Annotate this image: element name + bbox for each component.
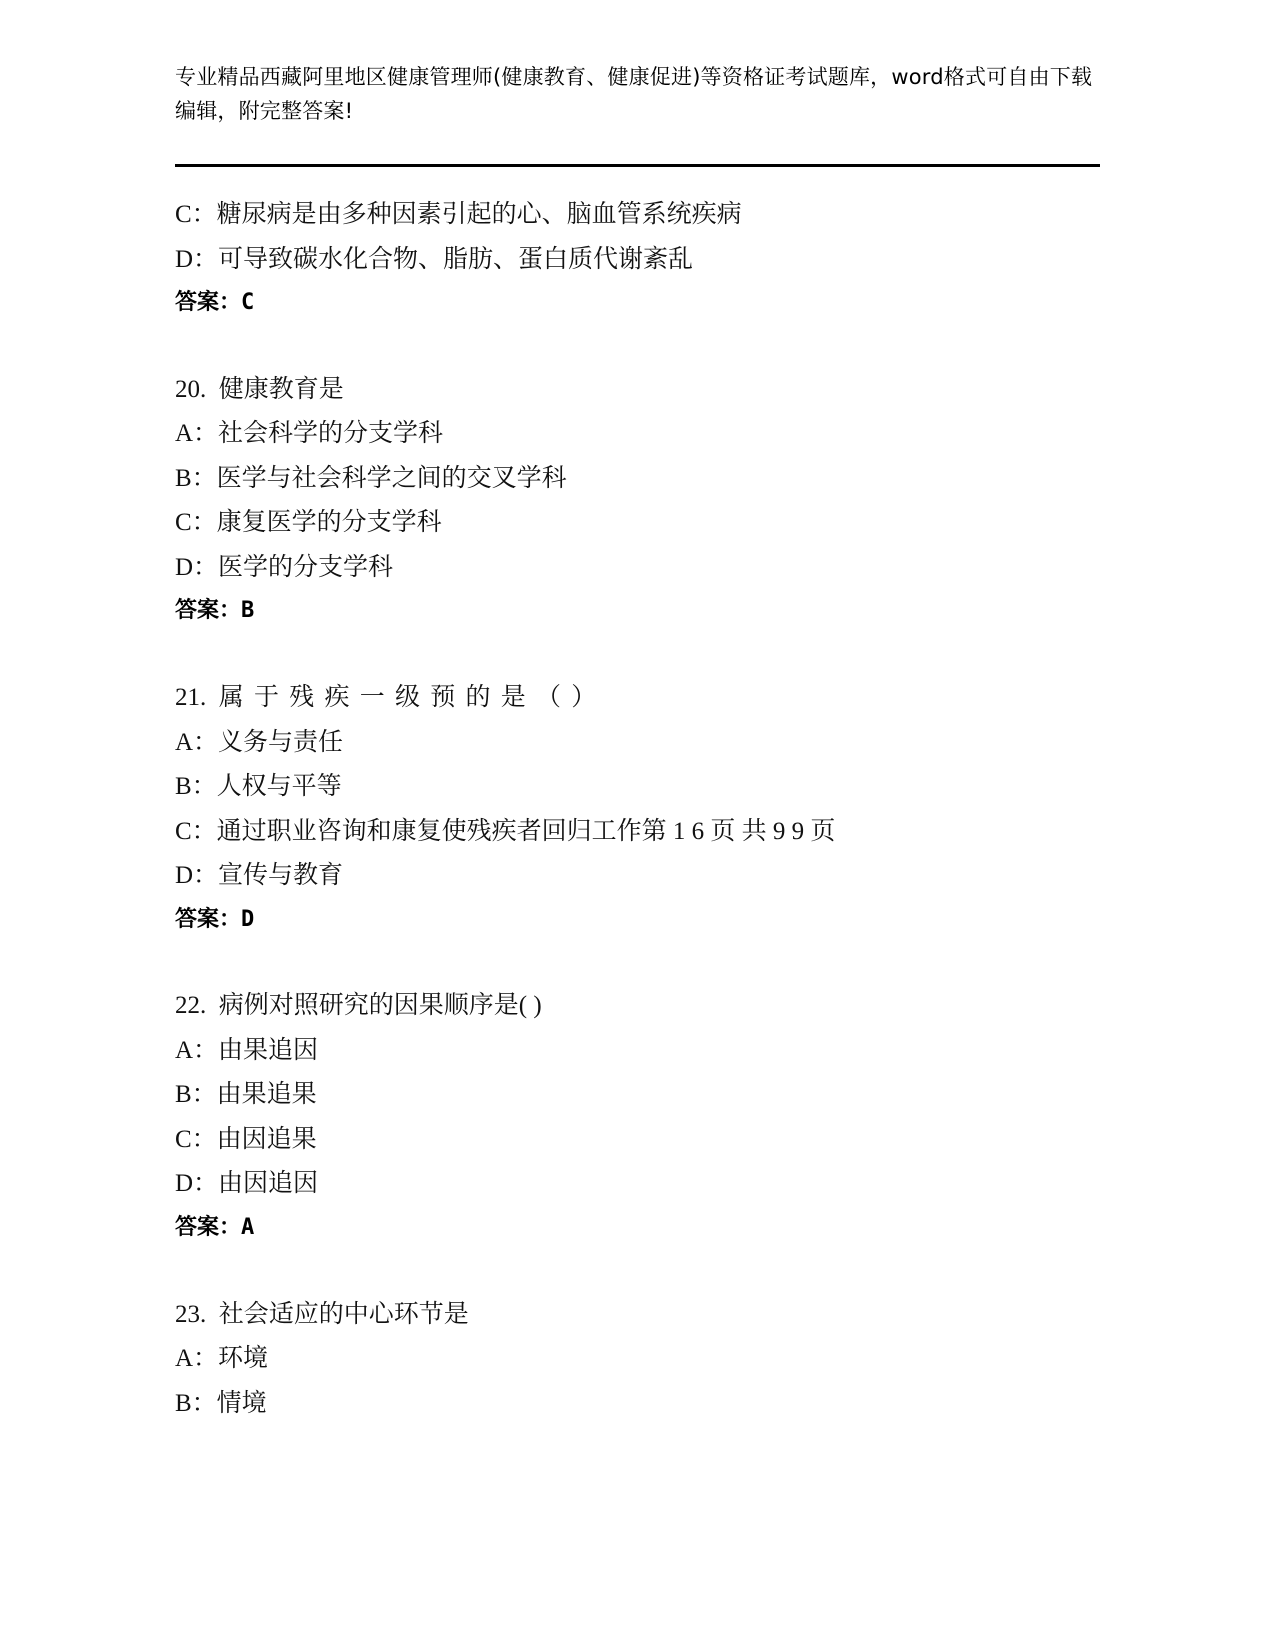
question-number: 22. — [175, 992, 207, 1020]
question-number: 21. — [175, 684, 207, 712]
answer-line — [175, 899, 1165, 941]
option-line: B：医学与社会科学之间的交叉学科 — [175, 464, 567, 492]
answer-value: A — [241, 1214, 255, 1240]
question-stem — [175, 1293, 1165, 1338]
option-line: A：社会科学的分支学科 — [175, 420, 444, 448]
answer-line — [175, 282, 1165, 324]
option-line: B：由果追果 — [175, 1081, 317, 1109]
document-body — [175, 193, 1165, 1426]
answer-line — [175, 590, 1165, 632]
answer-label: 答案： — [175, 1214, 242, 1240]
answer-line — [175, 1207, 1165, 1249]
question-text: 属 于 残 疾 一 级 预 的 是 （ ） — [218, 684, 599, 712]
option-line: D：可导致碳水化合物、脂肪、蛋白质代谢紊乱 — [175, 245, 694, 273]
option-line: C：糖尿病是由多种因素引起的心、脑血管系统疾病 — [175, 201, 742, 229]
question-text: 病例对照研究的因果顺序是( ) — [218, 992, 542, 1020]
answer-label: 答案： — [175, 290, 242, 316]
question-block-21 — [175, 676, 1165, 940]
answer-value: D — [241, 906, 255, 932]
header-divider — [175, 164, 1100, 167]
option-line: A：由果追因 — [175, 1036, 319, 1064]
option-line: D：由因追因 — [175, 1170, 319, 1198]
option-line: D：医学的分支学科 — [175, 553, 394, 581]
option-line: C：康复医学的分支学科 — [175, 509, 442, 537]
option-line: C：由因追果 — [175, 1125, 317, 1153]
option-line: C：通过职业咨询和康复使残疾者回归工作第 1 6 页 共 9 9 页 — [175, 817, 836, 845]
option-line: D：宣传与教育 — [175, 862, 344, 890]
answer-label: 答案： — [175, 906, 242, 932]
question-number: 23. — [175, 1300, 207, 1328]
question-stem — [175, 984, 1165, 1029]
question-stem — [175, 676, 1165, 721]
question-text: 社会适应的中心环节是 — [218, 1300, 469, 1328]
answer-value: C — [241, 290, 255, 316]
option-line: B：人权与平等 — [175, 773, 342, 801]
question-block-22 — [175, 984, 1165, 1248]
question-stem — [175, 368, 1165, 413]
carryover-question-block — [175, 193, 1165, 324]
answer-value: B — [241, 598, 255, 624]
option-line: A：义务与责任 — [175, 728, 344, 756]
question-block-20 — [175, 368, 1165, 632]
option-line: B：情境 — [175, 1389, 267, 1417]
answer-label: 答案： — [175, 598, 242, 624]
option-line: A：环境 — [175, 1345, 269, 1373]
question-block-23 — [175, 1293, 1165, 1427]
question-number: 20. — [175, 375, 207, 403]
question-text: 健康教育是 — [218, 375, 344, 403]
page-header-text: 专业精品西藏阿里地区健康管理师(健康教育、健康促进)等资格证考试题库，word格式可自由下载编辑，附完整答案! — [175, 65, 1093, 124]
